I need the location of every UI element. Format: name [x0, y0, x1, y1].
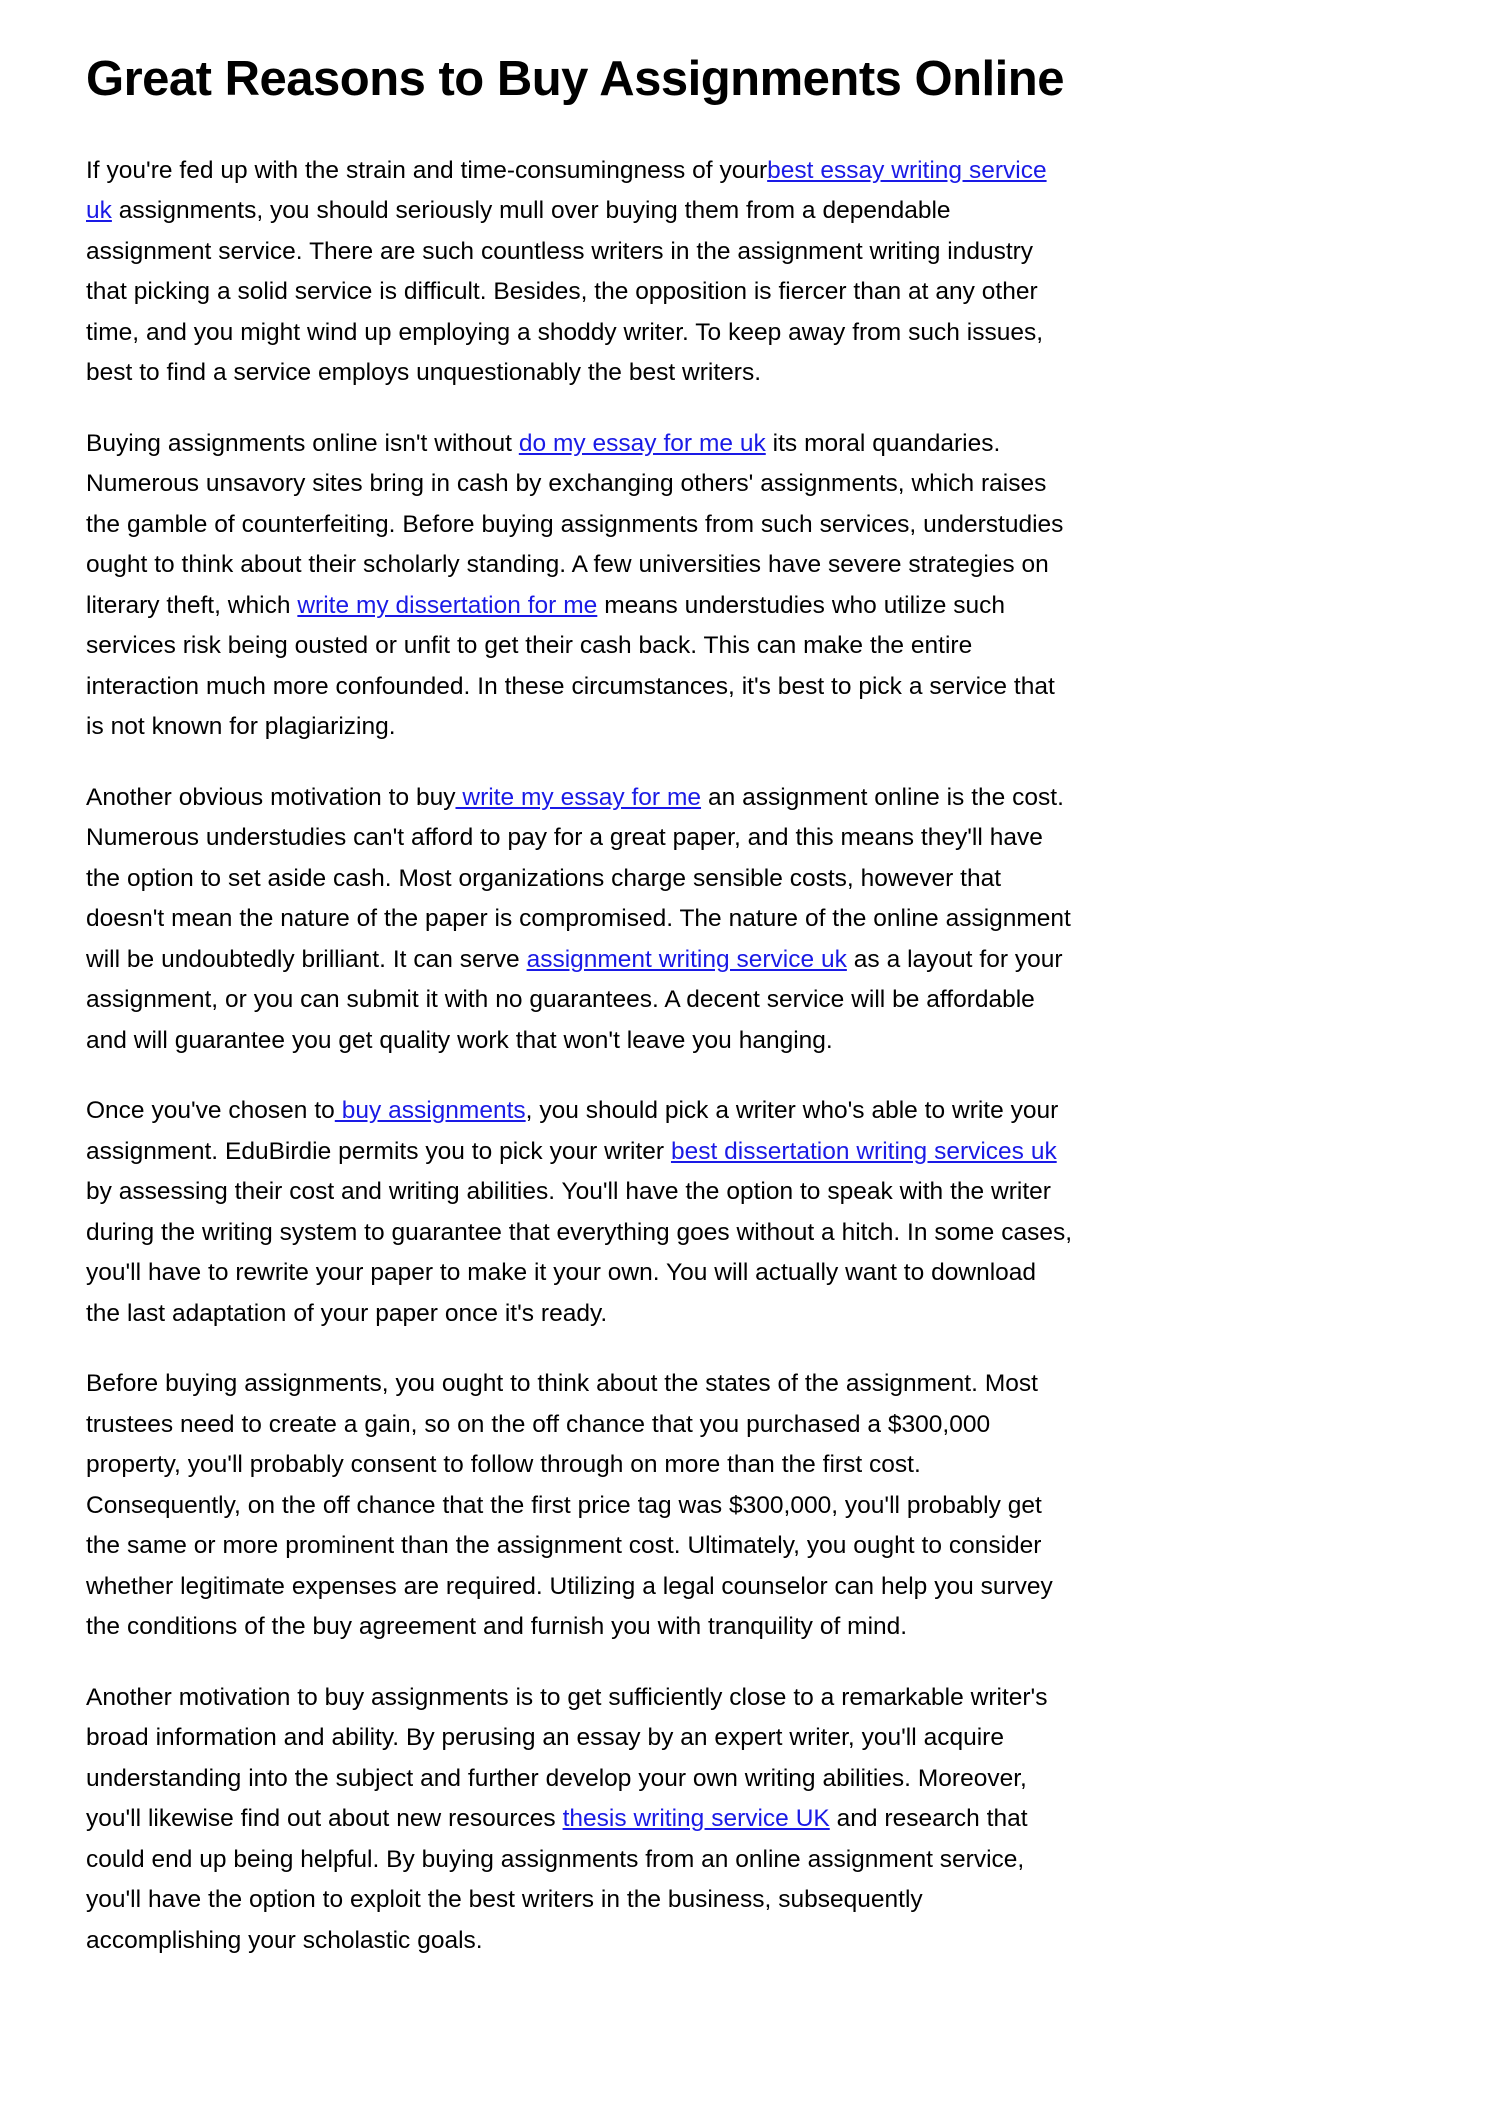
paragraph-4	[86, 1091, 1076, 1334]
link-best-essay-writing-service-uk[interactable]: best essay writing service uk	[86, 156, 1047, 225]
paragraph-3-text-3: as a layout for your assignment, or you can submit it with no guarantees. A decent service will be affordable and will guarantee you get quality work that won't leave you hanging.	[86, 945, 1063, 1054]
link-assignment-writing-service-uk[interactable]: assignment writing service uk	[526, 945, 847, 973]
link-buy-assignments[interactable]: buy assignments	[334, 1097, 526, 1125]
link-best-dissertation-writing-services-uk[interactable]: best dissertation writing services uk	[670, 1137, 1057, 1165]
link-write-my-essay-for-me[interactable]: write my essay for me	[455, 783, 702, 811]
link-write-my-dissertation-for-me[interactable]: write my dissertation for me	[297, 591, 598, 619]
link-do-my-essay-for-me-uk[interactable]: do my essay for me uk	[518, 429, 766, 457]
paragraph-2	[86, 424, 1076, 748]
link-thesis-writing-service-uk[interactable]: thesis writing service UK	[562, 1805, 830, 1833]
paragraph-1	[86, 151, 1076, 394]
paragraph-4-text-3: by assessing their cost and writing abilities. You'll have the option to speak with the writer during the writing system to guarantee that everything goes without a hitch. In some cases, you'll have to rewrite your paper to make it your own. You will actually want to download the last adaptation of your paper once it's ready.	[86, 1178, 1073, 1327]
paragraph-2-text-1: Buying assignments online isn't without	[86, 429, 519, 457]
paragraph-6-text-2: and research that could end up being helpful. By buying assignments from an online assignment service, you'll have the option to exploit the best writers in the business, subsequently accomplishing your scholastic goals.	[86, 1805, 1028, 1954]
paragraph-1-text-2: assignments, you should seriously mull over buying them from a dependable assignment service. There are such countless writers in the assignment writing industry that picking a solid service is difficult. Besides, the opposition is fiercer than at any other time, and you might wind up employing a shoddy writer. To keep away from such issues, best to find a service employs unquestionably the best writers.	[86, 197, 1044, 387]
paragraph-6-text-1: Another motivation to buy assignments is to get sufficiently close to a remarkable writer's broad information and ability. By perusing an essay by an expert writer, you'll acquire understanding into the subject and further develop your own writing abilities. Moreover, you'll likewise find out about new resources	[86, 1683, 1048, 1833]
page-title: Great Reasons to Buy Assignments Online	[86, 52, 1064, 106]
paragraph-2-text-2: its moral quandaries. Numerous unsavory sites bring in cash by exchanging others' assignments, which raises the gamble of counterfeiting. Before buying assignments from such services, understudies ought to think about their scholarly standing. A few universities have severe strategies on literary theft, which	[86, 429, 1064, 619]
article-body	[86, 151, 1076, 1962]
paragraph-3	[86, 778, 1076, 1062]
paragraph-2-text-3: means understudies who utilize such services risk being ousted or unfit to get their cash back. This can make the entire interaction much more confounded. In these circumstances, it's best to pick a service that is not known for plagiarizing.	[86, 591, 1055, 741]
paragraph-6	[86, 1678, 1076, 1962]
paragraph-3-text-2: an assignment online is the cost. Numerous understudies can't afford to pay for a great paper, and this means they'll have the option to set aside cash. Most organizations charge sensible costs, however that doesn't mean the nature of the paper is compromised. The nature of the online assignment will be undoubtedly brilliant. It can serve	[86, 783, 1071, 973]
paragraph-1-text-1: If you're fed up with the strain and time-consumingness of your	[86, 156, 768, 184]
paragraph-4-text-2: , you should pick a writer who's able to write your assignment. EduBirdie permits you to pick your writer	[86, 1097, 1059, 1165]
paragraph-3-text-1: Another obvious motivation to buy	[86, 783, 456, 811]
paragraph-4-text-1: Once you've chosen to	[86, 1097, 335, 1125]
paragraph-5: Before buying assignments, you ought to think about the states of the assignment. Most trustees need to create a gain, so on the off chance that you purchased a $300,000 property, you'll probably consent to follow through on more than the first cost. Consequently, on the off chance that the first price tag was $300,000, you'll probably get the same or more prominent than the assignment cost. Ultimately, you ought to consider whether legitimate expenses are required. Utilizing a legal counselor can help you survey the conditions of the buy agreement and furnish you with tranquility of mind.	[86, 1370, 1053, 1641]
